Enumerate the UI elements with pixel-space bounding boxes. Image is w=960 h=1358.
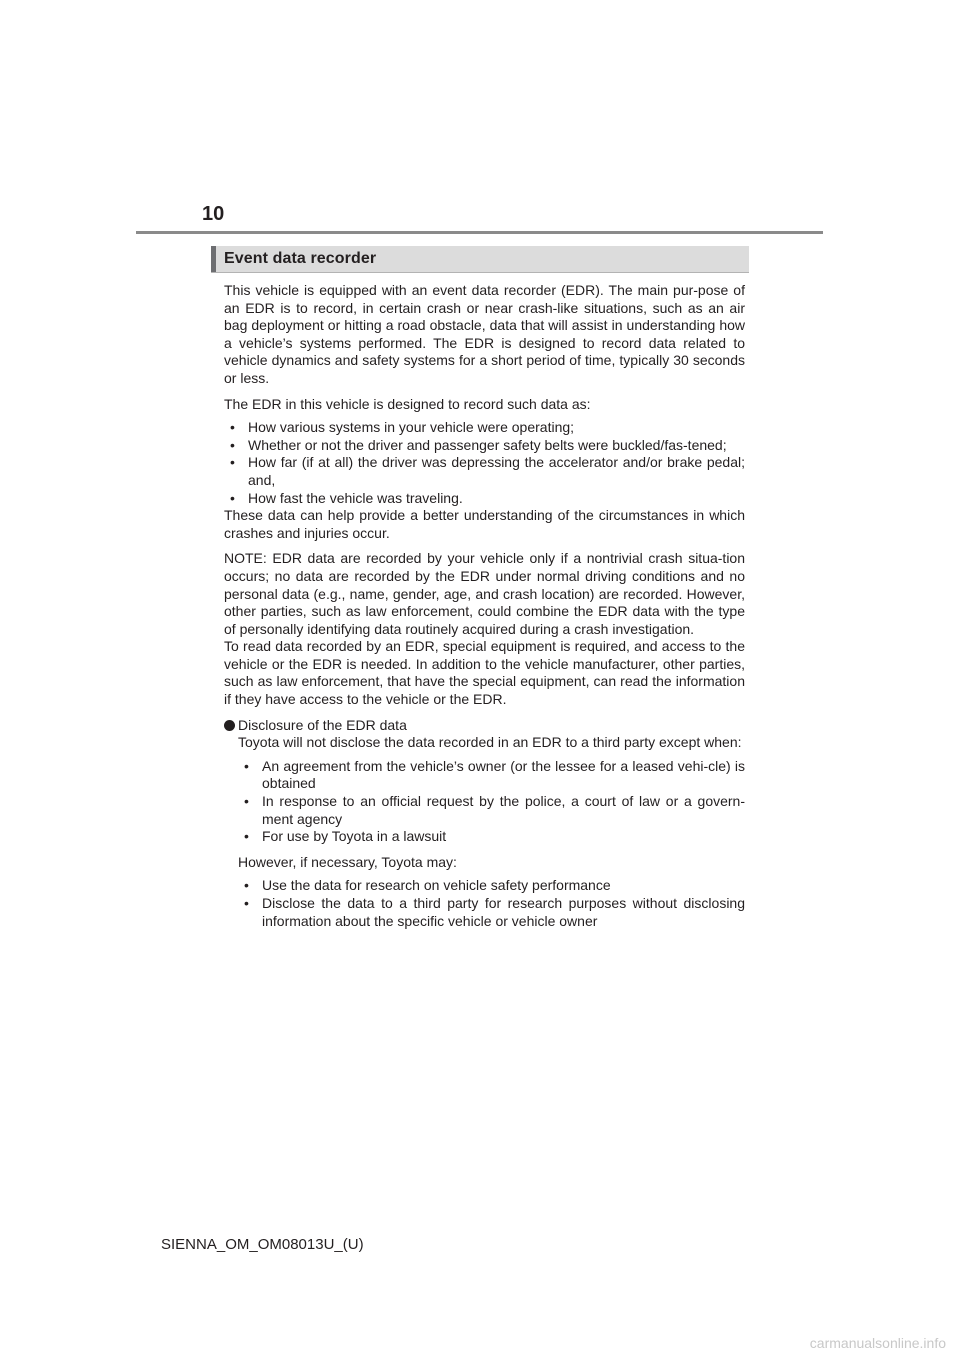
disclosure-list: [238, 758, 745, 846]
note-paragraph: NOTE: EDR data are recorded by your vehicle only if a nontrivial crash situa-tion occurs; no data are recorded by the EDR under normal driving conditions and no personal data (e.g., name, gender, age, and crash location) are recorded. However, other parties, such as law enforcement, could combine the EDR data with the type of personally identifying data routinely acquired during a crash investigation.: [224, 550, 745, 637]
section-title: Event data recorder: [224, 250, 377, 267]
list-item: • How fast the vehicle was traveling.: [230, 489, 463, 506]
bullet-icon: •: [244, 895, 249, 911]
may-list: [238, 877, 745, 930]
bullet-icon: •: [230, 489, 235, 506]
help-paragraph: These data can help provide a better understanding of the circumstances in which crashes and injuries occur.: [224, 507, 745, 541]
footer-document-code: SIENNA_OM_OM08013U_(U): [161, 1236, 364, 1253]
intro-paragraph: This vehicle is equipped with an event data recorder (EDR). The main pur-pose of an EDR is to record, in certain crash or near crash-like situations, such as an air bag deployment or hitting a road obstacle, data that will assist in understanding how a vehicle’s systems performed. The EDR is designed to record data related to vehicle dynamics and safety systems for a short period of time, typically 30 seconds or less.: [224, 282, 745, 386]
heading-accent-bar: [211, 246, 216, 272]
bullet-icon: •: [230, 419, 235, 436]
list-item: • How far (if at all) the driver was depressing the accelerator and/or brake pedal; and,: [230, 454, 745, 488]
list-item: • Disclose the data to a third party for research purposes without disclosing information about the specific vehicle or vehicle owner: [244, 895, 745, 929]
disclosure-lead: Toyota will not disclose the data recorded in an EDR to a third party except when:: [238, 734, 742, 751]
bullet-icon: •: [230, 436, 235, 453]
list-item: • Whether or not the driver and passenger safety belts were buckled/fas-tened;: [230, 436, 727, 453]
list-item: • An agreement from the vehicle’s owner (or the lessee for a leased vehi-cle) is obtained: [244, 757, 745, 792]
section-heading: [211, 246, 749, 273]
read-access-paragraph: To read data recorded by an EDR, special equipment is required, and access to the vehicle or the EDR is needed. In addition to the vehicle manufacturer, other parties, such as law enforcement, that have the special equipment, can read the information if they have access to the vehicle or the EDR.: [224, 638, 745, 708]
disclosure-body: [224, 734, 745, 930]
list-item: • How various systems in your vehicle were operating;: [230, 419, 575, 436]
bullet-icon: •: [230, 454, 235, 471]
watermark-text: carmanualsonline.info: [809, 1335, 946, 1351]
bullet-icon: •: [244, 793, 249, 810]
disclosure-title: Disclosure of the EDR data: [238, 716, 407, 733]
page-number: 10: [202, 203, 225, 225]
list-item: • In response to an official request by the police, a court of law or a govern-ment agency: [244, 793, 745, 827]
body-content: [224, 282, 745, 930]
disclosure-heading: [224, 717, 745, 735]
list-item: • Use the data for research on vehicle safety performance: [244, 877, 611, 894]
list-item: • For use by Toyota in a lawsuit: [244, 828, 447, 845]
records-lead: The EDR in this vehicle is designed to record such data as:: [224, 395, 591, 412]
bullet-icon: •: [244, 828, 249, 845]
bullet-icon: •: [244, 757, 249, 774]
bullet-icon: •: [244, 877, 249, 894]
record-list: [224, 419, 745, 507]
however-lead: However, if necessary, Toyota may:: [238, 853, 457, 870]
filled-circle-icon: [224, 720, 235, 731]
header-rule: [136, 231, 823, 234]
